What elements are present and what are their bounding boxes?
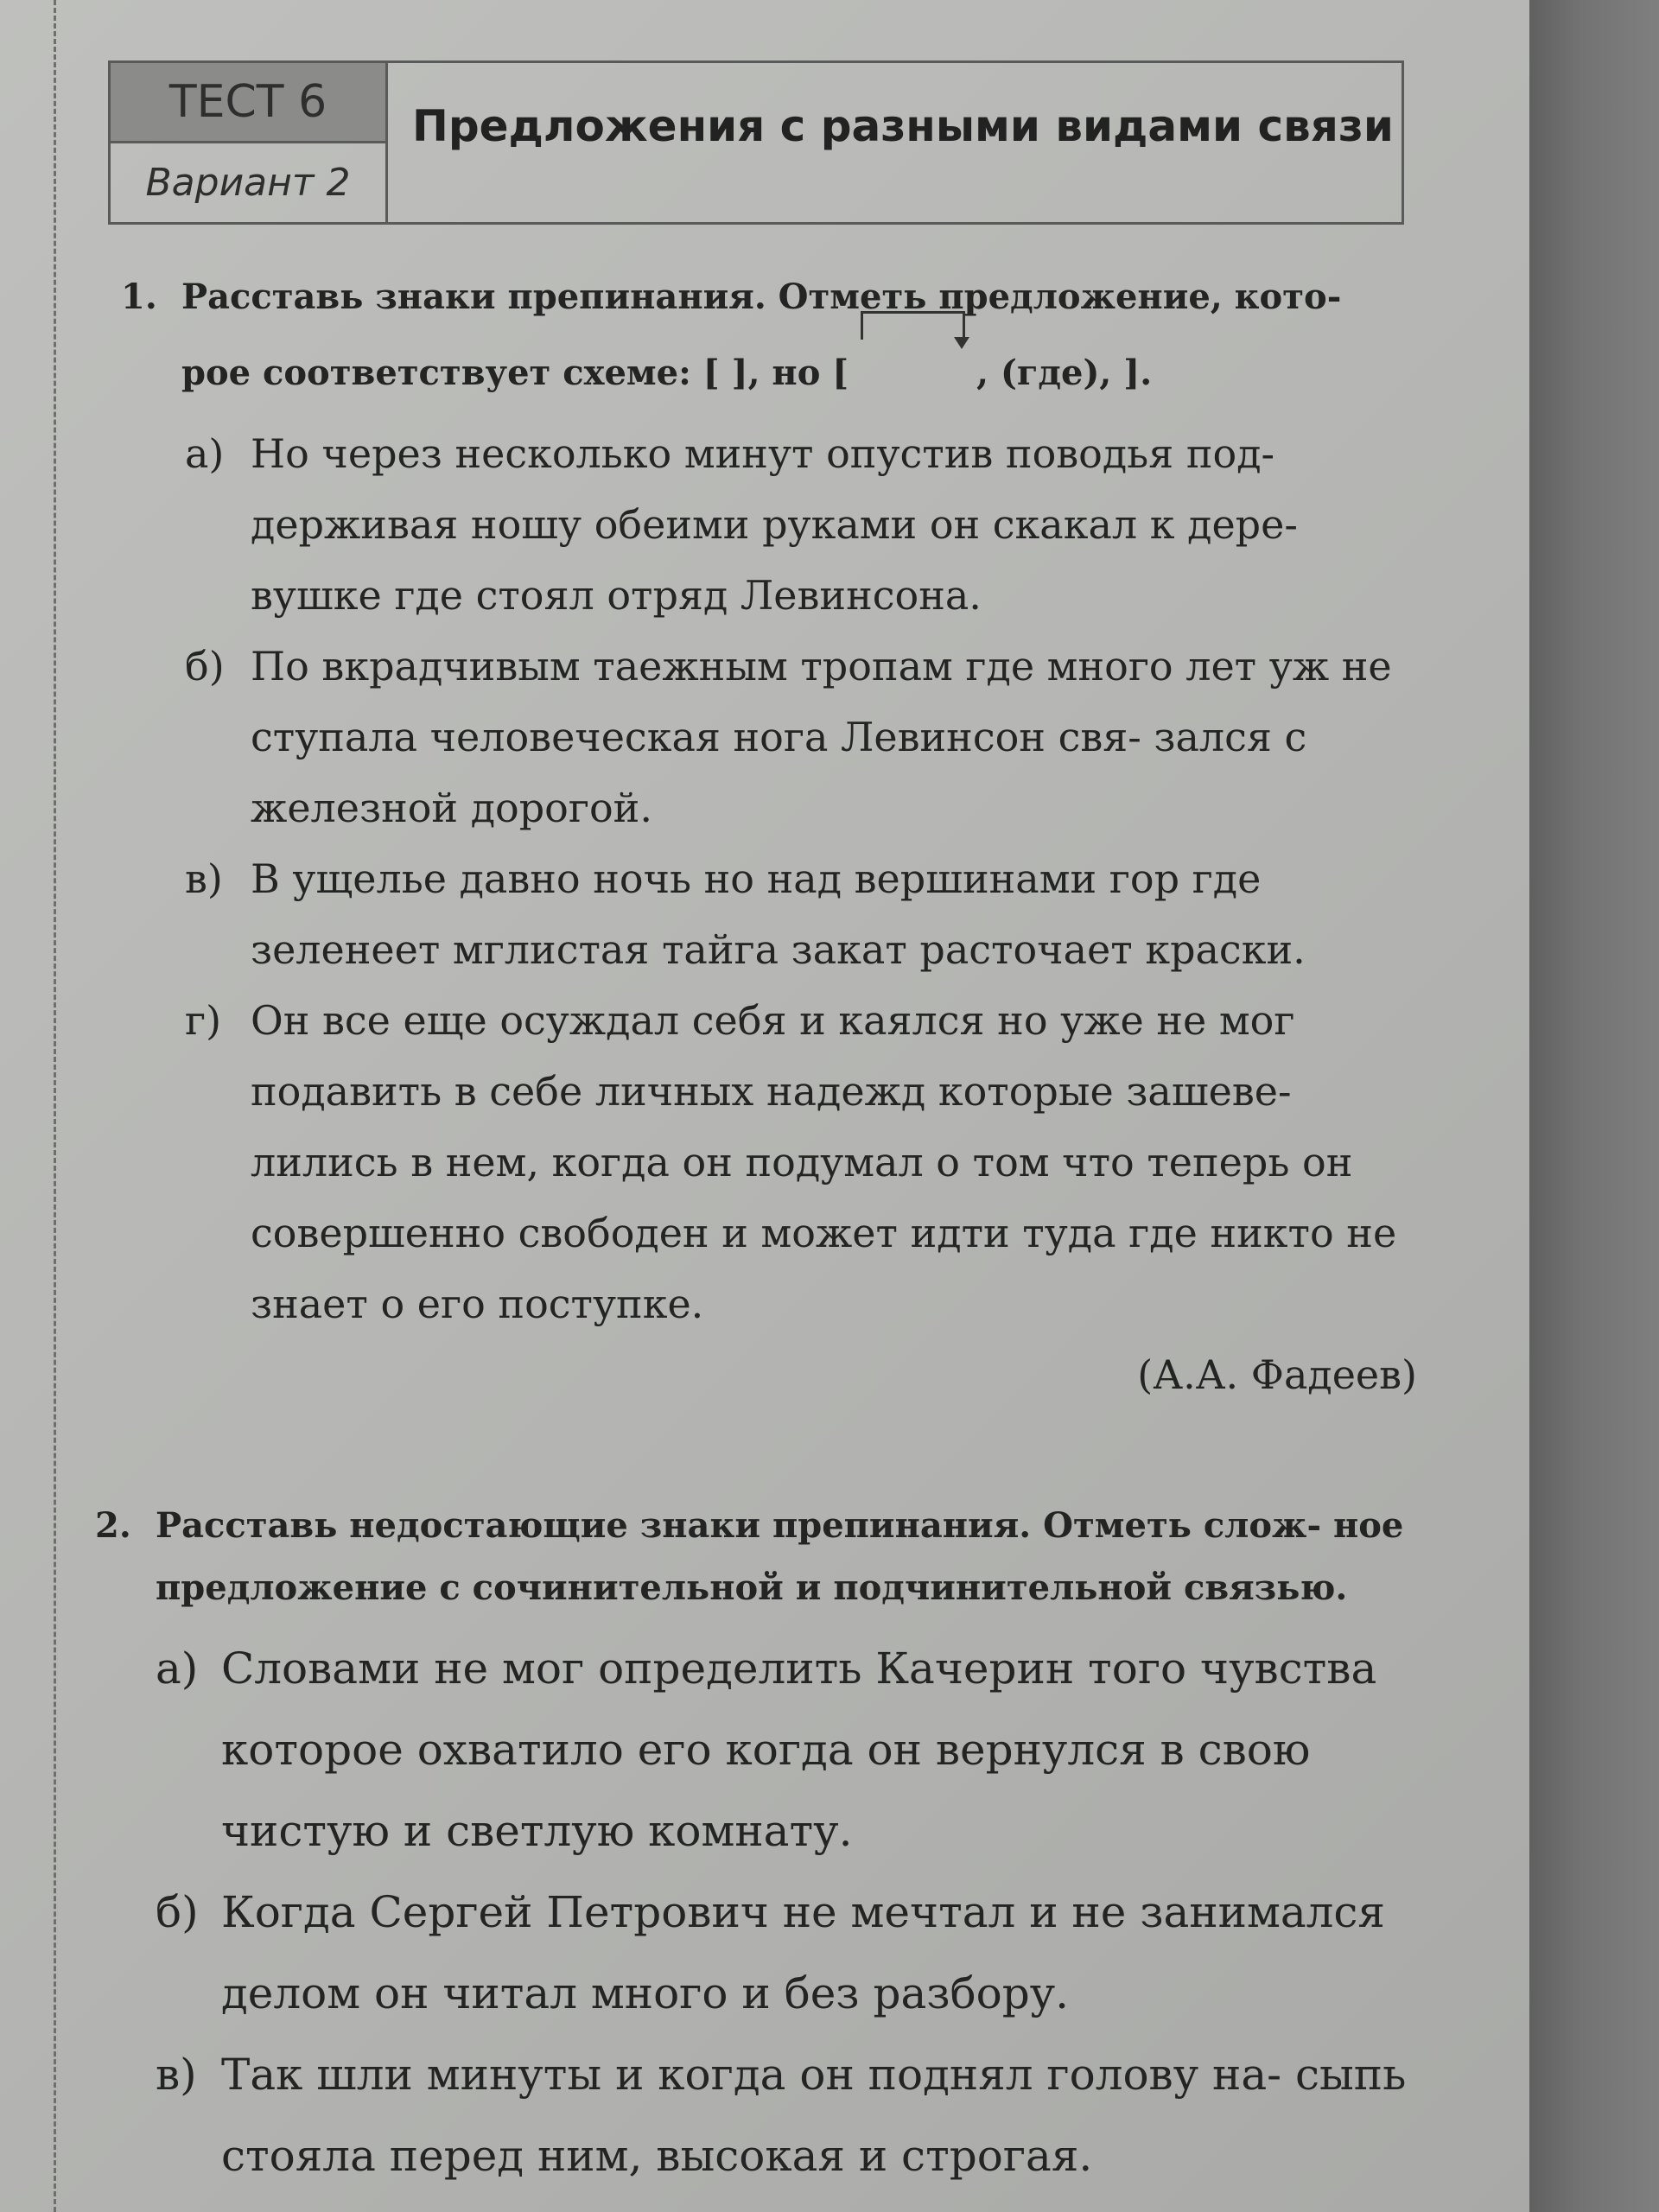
task-1-text: Расставь знаки препинания. Отметь предложение, кото- [181,276,1342,317]
task-1-option-a[interactable] [185,418,1417,631]
option-text: Словами не мог определить Качерин того чувства которое охватило его когда он вернулся в свою чистую и светлую комнату. [221,1643,1377,1856]
option-text: По вкрадчивым таежным тропам где много лет уж не ступала человеческая нога Левинсон свя- зался с железной дорогой. [251,643,1392,831]
task-2-text: Расставь недостающие знаки препинания. Отметь слож- ное предложение с сочинительной и подчинительной связью. [156,1505,1404,1608]
test-number: ТЕСТ 6 [111,63,385,143]
scheme-arrow-icon [861,335,964,336]
cut-line [54,0,56,2212]
background-surface [1529,0,1659,2212]
task-2-option-b[interactable] [156,1872,1452,2034]
option-text: Когда Сергей Петрович не мечтал и не занимался делом он читал много и без разбору. [221,1887,1385,2018]
option-letter: б) [156,1887,199,1937]
task-2-option-a[interactable] [156,1628,1452,1872]
task-1-options [185,418,1417,1410]
task-1-instruction [121,259,1417,335]
task-2-number: 2. [95,1505,131,1546]
task-1-number: 1. [121,276,157,317]
task-1-option-g[interactable] [185,985,1417,1339]
author-citation: (А.А. Фадеев) [1137,1351,1417,1398]
option-text: Так шли минуты и когда он поднял голову на- сыпь стояла перед ним, высокая и строгая. [221,2050,1407,2181]
option-letter: в) [156,2050,197,2100]
task-2-option-v[interactable] [156,2034,1452,2196]
task-2 [95,1495,1452,2196]
scheme-suffix: , (где), ]. [976,353,1153,393]
task-1 [121,259,1417,1410]
option-text: В ущелье давно ночь но над вершинами гор где зеленеет мглистая тайга закат расточает краски. [251,855,1306,973]
task-2-options [156,1628,1452,2196]
option-letter: а) [156,1643,199,1694]
option-letter: г) [185,997,222,1044]
test-title: Предложения с разными видами связи [412,101,1394,151]
test-info [111,63,388,222]
option-letter: а) [185,430,225,477]
option-text: Он все еще осуждал себя и каялся но уже не мог подавить в себе личных надежд которые зашеве- лились в нем, когда он подумал о том что теперь он совершенно свободен и может идти туда где никто не знает о его поступке. [251,997,1397,1327]
option-text: Но через несколько минут опустив поводья под- держивая ношу обеими руками он скакал к дере- вушке где стоял отряд Левинсона. [251,430,1298,619]
task-2-instruction [95,1495,1452,1619]
option-letter: в) [185,855,223,902]
variant-label: Вариант 2 [145,161,351,205]
scheme-prefix: рое соответствует схеме: [ ], но [ [181,353,849,393]
task-1-option-v[interactable] [185,843,1417,985]
task-1-option-b[interactable] [185,631,1417,843]
test-header [108,60,1404,225]
task-1-scheme [181,335,1417,411]
option-letter: б) [185,643,225,690]
